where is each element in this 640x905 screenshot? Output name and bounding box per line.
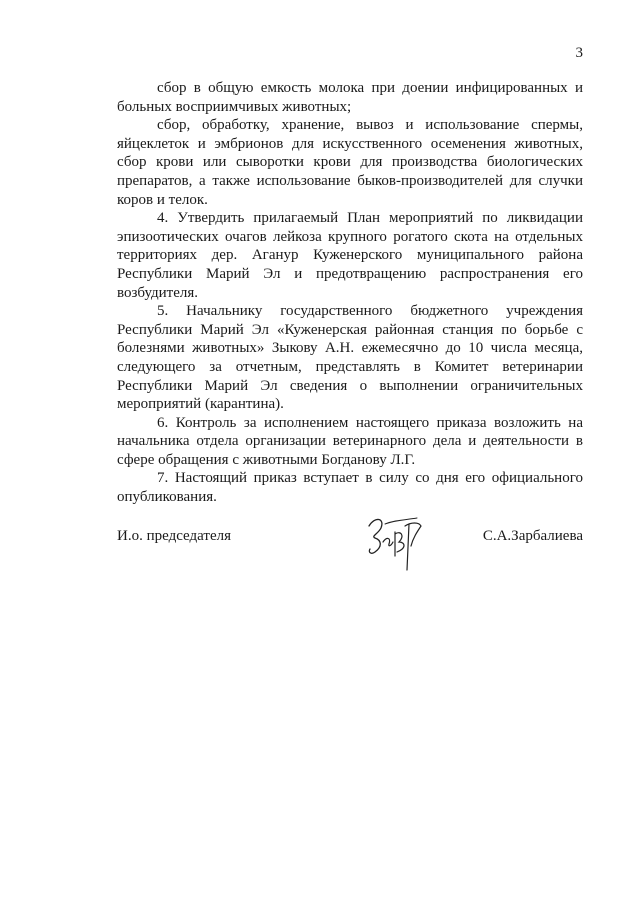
document-body (117, 79, 583, 507)
signature-block (117, 512, 583, 582)
paragraph-item-4: 4. Утвердить прилагаемый План мероприятий по ликвидации эпизоотических очагов лейкоза крупного рогатого скота на отдельных территориях дер. Аганур Куженерского муниципального района Республики Марий Эл и предотвращению распространения его возбудителя. (117, 210, 583, 301)
signatory-position: И.о. председателя (117, 528, 232, 544)
signatory-name: С.А.Зарбалиева (482, 528, 583, 544)
paragraph-item-5: 5. Начальнику государственного бюджетного учреждения Республики Марий Эл «Куженерская районная станция по борьбе с болезнями животных» Зыкову А.Н. ежемесячно до 10 числа месяца, следующего за отчетным, представлять в Комитет ветеринарии Республики Марий Эл сведения о выполнении ограничительных мероприятий (карантина). (117, 303, 583, 413)
paragraph-item-6: 6. Контроль за исполнением настоящего приказа возложить на начальника отдела организации ветеринарного дела и деятельности в сфере обращения с животными Богданову Л.Г. (117, 414, 583, 468)
paragraph-semen-collection: сбор, обработку, хранение, вывоз и использование спермы, яйцеклеток и эмбрионов для искусственного осеменения животных, сбор крови или сыворотки крови для производства биологических препаратов, а также использование быков-производителей для случки коров и телок. (117, 117, 583, 208)
paragraph-milk-collection: сбор в общую емкость молока при доении инфицированных и больных восприимчивых животных; (117, 80, 583, 115)
page-number: 3 (575, 45, 583, 61)
handwritten-signature (365, 512, 425, 578)
paragraph-item-7: 7. Настоящий приказ вступает в силу со дня его официального опубликования. (117, 470, 583, 506)
